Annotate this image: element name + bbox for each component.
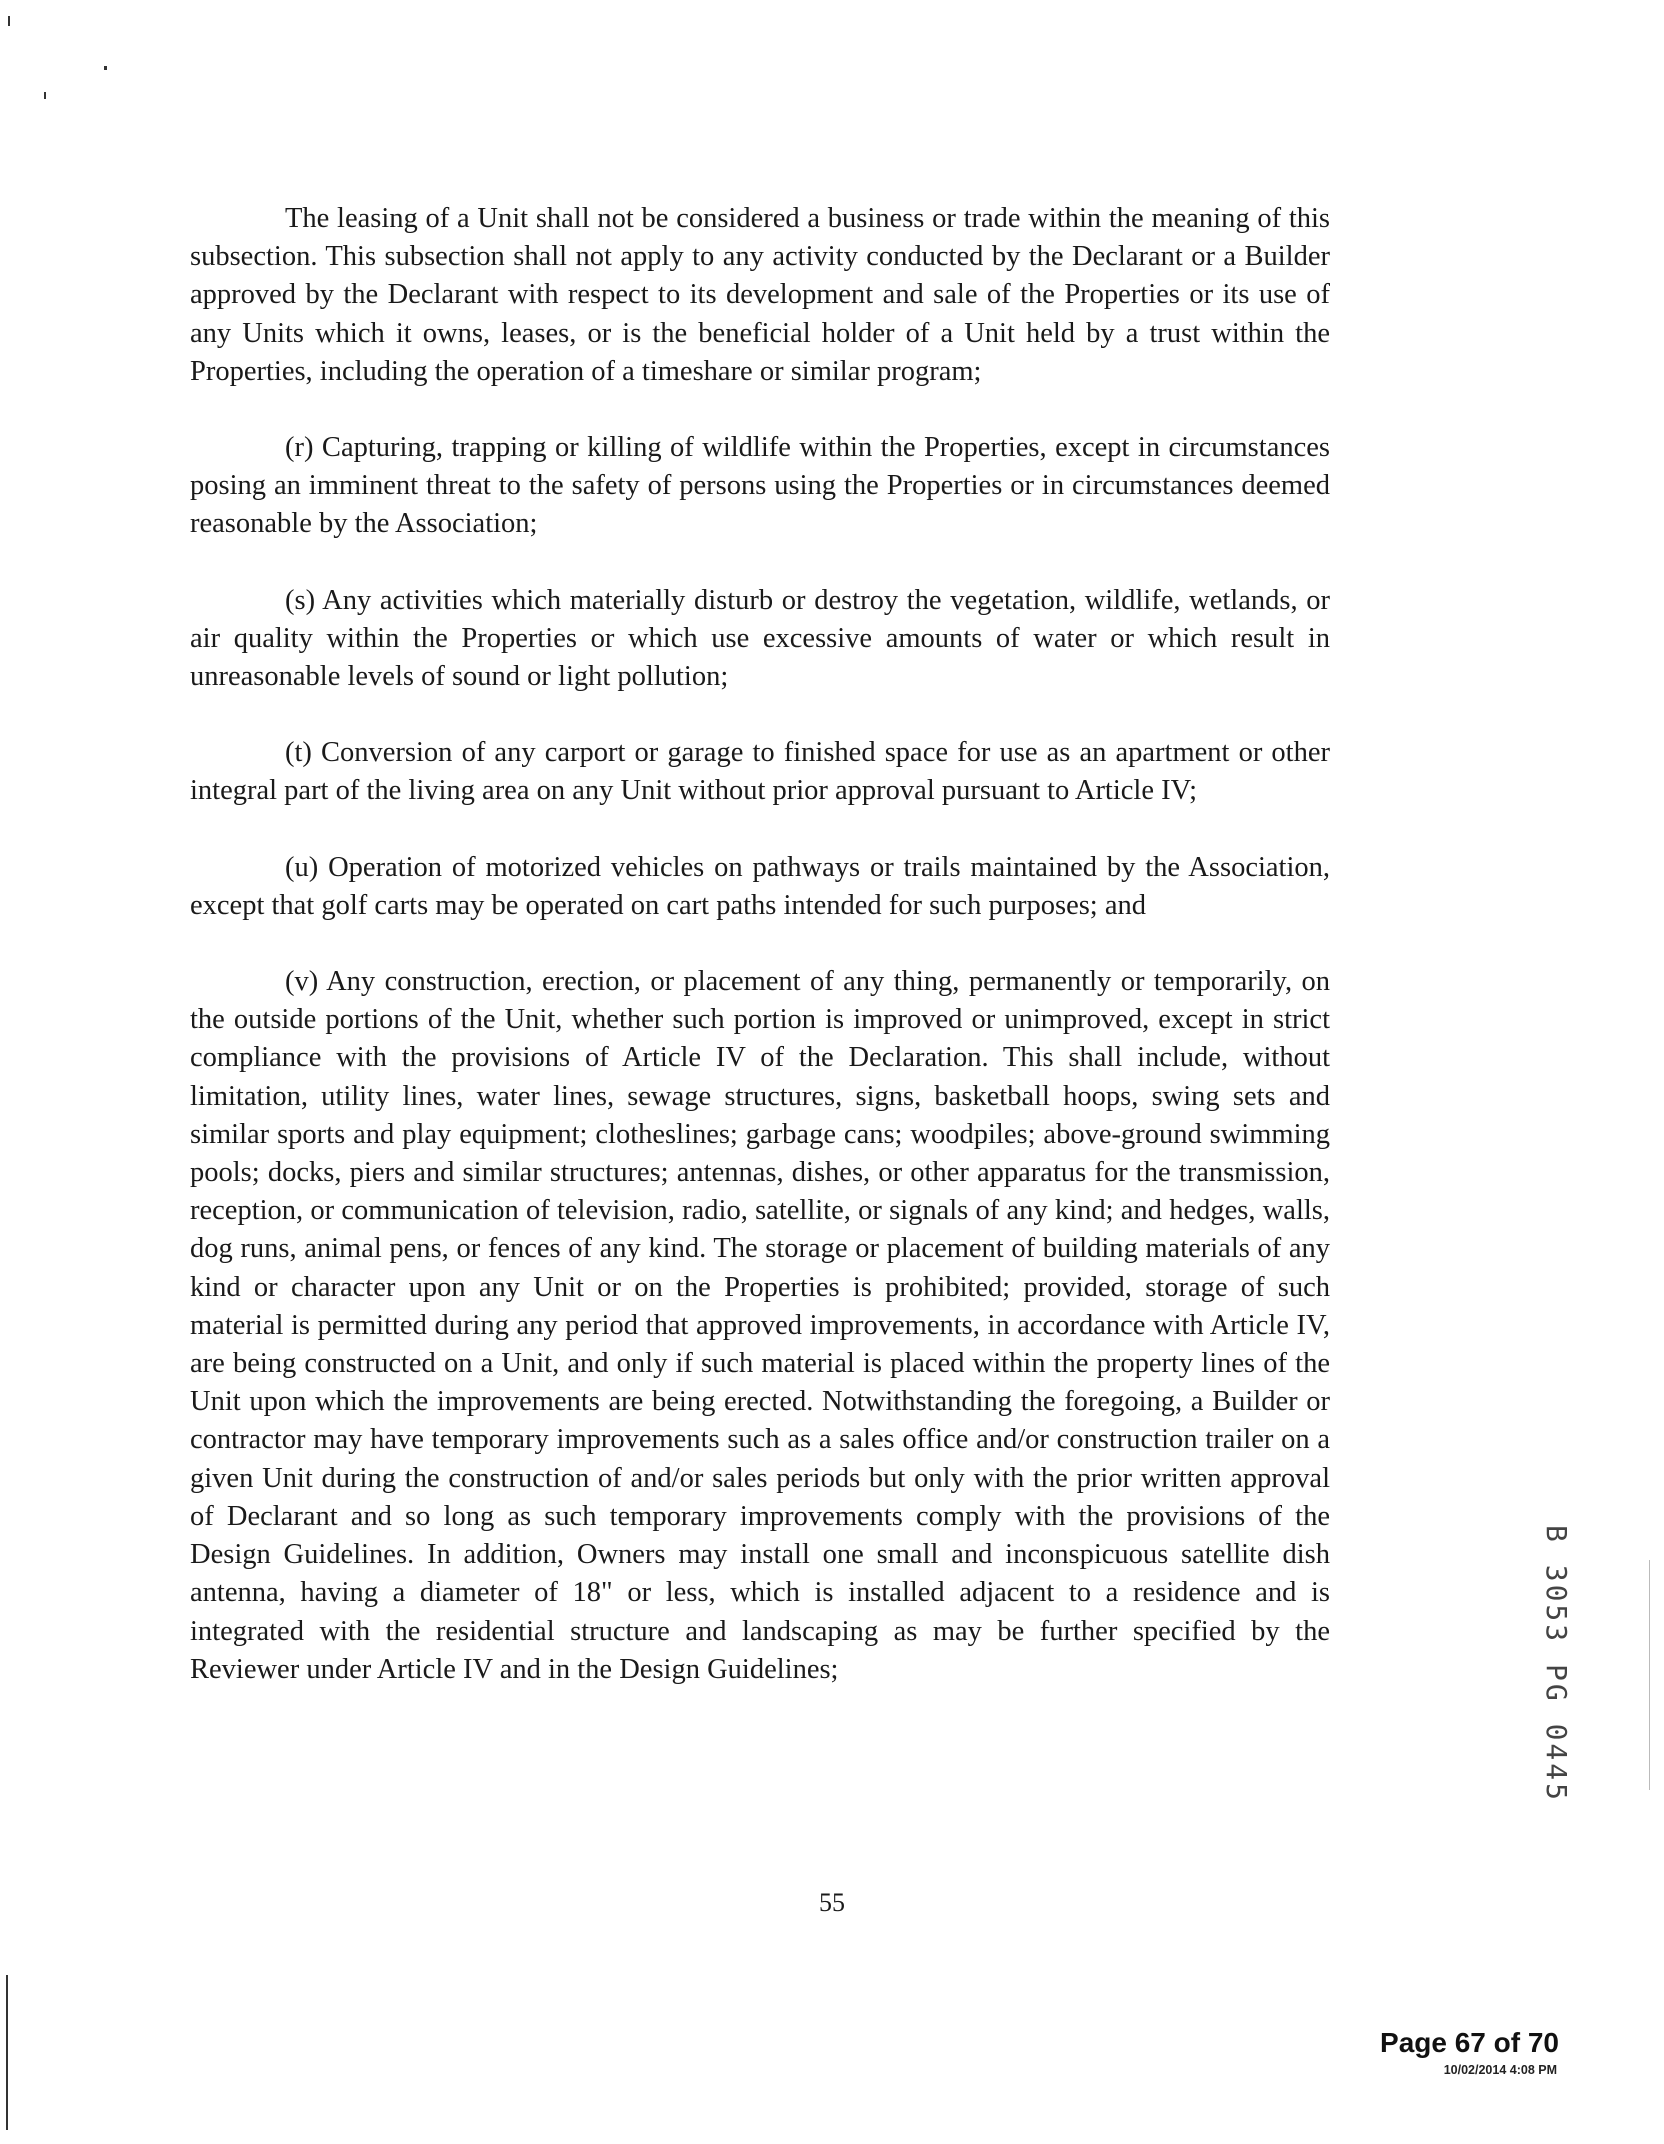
paragraph-u-vehicles: (u) Operation of motorized vehicles on pathways or trails maintained by the Association, except that golf carts may be operated on cart paths intended for such purposes; and [190,851,1330,921]
recording-side-stamp-text: B 3053 PG 0445 [1540,1525,1573,1804]
scan-edge-line [1649,1560,1650,1790]
paragraph-v-construction: (v) Any construction, erection, or placement of any thing, permanently or temporarily, on the outside portions of the Unit, whether such portion is improved or unimproved, except in strict compliance with the provisions of Article IV of the Declaration. This shall include, without limitation, utility lines, water lines, sewage structures, signs, basketball hoops, swing sets and similar sports and play equipment; clotheslines; garbage cans; woodpiles; above-ground swimming pools; docks, piers and similar structures; antennas, dishes, or other apparatus for the transmission, reception, or communication of television, radio, satellite, or signals of any kind; and hedges, walls, dog runs, animal pens, or fences of any kind. The storage or placement of building materials of any kind or character upon any Unit or on the Properties is prohibited; provided, storage of such material is permitted during any period that approved improvements, in accordance with Article IV, are being constructed on a Unit, and only if such material is placed within the property lines of the Unit upon which the improvements are being erected. Notwithstanding the foregoing, a Builder or contractor may have temporary improvements such as a sales office and/or construction trailer on a given Unit during the construction of and/or sales periods but only with the prior written approval of Declarant and so long as such temporary improvements comply with the provisions of the Design Guidelines. In addition, Owners may install one small and inconspicuous satellite dish antenna, having a diameter of 18" or less, which is installed adjacent to a residence and is integrated with the residential structure and landscaping as may be further specified by the Reviewer under Article IV and in the Design Guidelines; [190,966,1330,1685]
paragraph-leasing: The leasing of a Unit shall not be considered a business or trade within the meaning of this subsection. This subsection shall not apply to any activity conducted by the Declarant or a Builder approved by the Declarant with respect to its development and sale of the Properties or its use of any Units which it owns, leases, or is the beneficial holder of a Unit held by a trust within the Properties, including the operation of a timeshare or similar program; [190,203,1330,387]
recorder-page-label: Page 67 of 70 [1380,2027,1559,2058]
scan-mark-top-left [8,16,10,26]
paragraph-r-wildlife: (r) Capturing, trapping or killing of wildlife within the Properties, except in circumstances posing an imminent threat to the safety of persons using the Properties or in circumstances deemed reasonable by the Association; [190,432,1330,540]
recording-side-stamp [1538,1525,1574,1875]
scan-mark-bottom-left-line [6,1975,8,2130]
scan-mark-left [44,92,46,99]
document-body [190,200,1330,1727]
paragraph-t-conversion: (t) Conversion of any carport or garage to finished space for use as an apartment or other integral part of the living area on any Unit without prior approval pursuant to Article IV; [190,737,1330,807]
paragraph-s-activities: (s) Any activities which materially disturb or destroy the vegetation, wildlife, wetlands, or air quality within the Properties or which use excessive amounts of water or which result in unreasonable levels of sound or light pollution; [190,584,1330,693]
page-number: 55 [819,1888,845,1917]
recorder-datetime: 10/02/2014 4:08 PM [1443,2063,1557,2077]
scan-mark-dot [104,66,107,70]
